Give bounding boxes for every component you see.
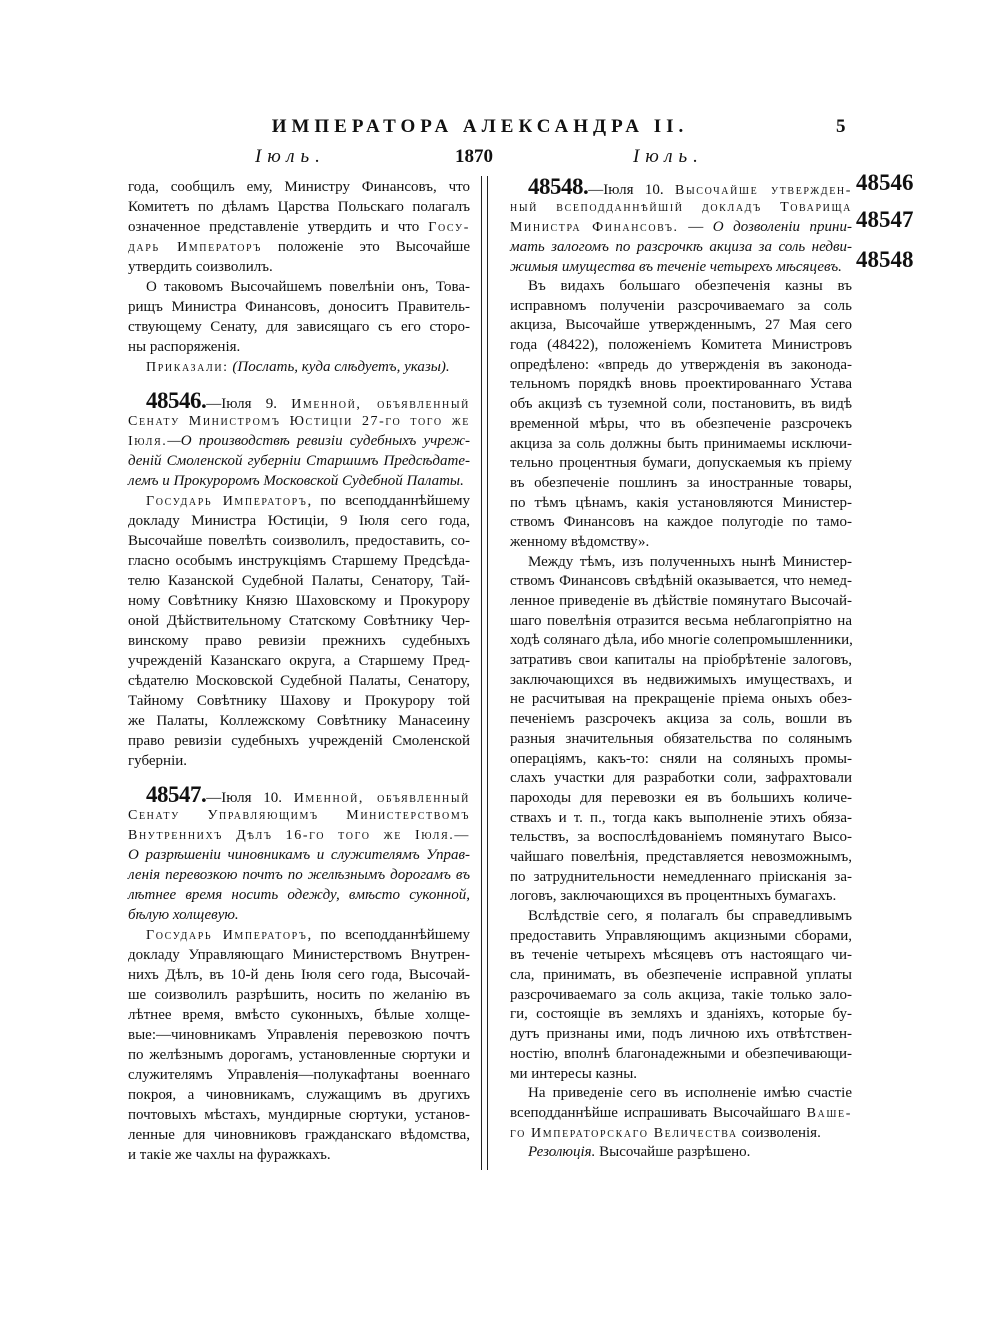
italic-text: О дозволеніи прини- — [712, 219, 852, 235]
text: — — [678, 219, 713, 235]
text: На приведеніе сего въ исполненіе имѣю счастіе — [528, 1085, 852, 1102]
paragraph — [510, 277, 852, 553]
text-line — [128, 388, 470, 413]
text: тельномъ порядкѣ вновь проектированнаго Устава — [510, 376, 852, 393]
text: печеніемъ разсрочекъ акциза за соль, вошли въ — [510, 711, 852, 728]
text-line — [128, 925, 470, 945]
spaced-text: Сенату Управляющимъ Министерствомъ — [128, 808, 470, 823]
text: дутъ признаны ими, подъ личною ихъ отвѣтствен- — [510, 1026, 852, 1043]
text: предоставить Управляющимъ акцизными сборами, — [510, 927, 852, 944]
text-line — [510, 828, 852, 848]
text: логовъ, заключающихся въ процентныхъ бумагахъ. — [510, 888, 837, 905]
spaced-text: дарь Императоръ — [128, 240, 262, 255]
paragraph — [510, 1084, 852, 1143]
spaced-text: го Императорскаго Величества — [510, 1125, 738, 1141]
text-line — [128, 257, 470, 277]
text-line — [128, 551, 470, 571]
text-line — [510, 533, 852, 553]
spaced-text: Сенату Министромъ Юстиціи 27-го того же — [128, 414, 470, 429]
text: оной Дѣйствительному Статскому Совѣтнику Чер- — [128, 613, 470, 629]
text-line — [128, 511, 470, 531]
text-line — [128, 782, 470, 807]
text-line — [510, 572, 852, 592]
text: Тайному Совѣтнику Шахову и Прокурору той — [128, 693, 470, 709]
italic-text: лѣтнее время носить одежду, вмѣсто суконной, — [128, 887, 470, 903]
text: винскому право ревизіи прежнихъ судебныхъ — [128, 633, 470, 649]
text: вые:—чиновникамъ Управленія перевозкою почтъ — [128, 1027, 470, 1043]
text-line — [510, 454, 852, 474]
month-right: Іюль. — [633, 146, 704, 167]
column-divider — [487, 176, 488, 1170]
text-line — [128, 611, 470, 631]
text-line — [128, 1105, 470, 1125]
text-line — [510, 730, 852, 750]
spaced-text: Приказали: — [146, 360, 229, 375]
text: разсрочиваемаго за соль акциза, такіе только зало- — [510, 986, 852, 1003]
text: почтовыхъ мѣстахъ, мундирные сюртуки, установ- — [128, 1107, 470, 1123]
text-line — [510, 375, 852, 395]
text: рищъ Министра Финансовъ, доноситъ Правитель- — [128, 299, 470, 315]
spaced-text: Именной, объявленный — [291, 397, 470, 412]
text-line — [510, 277, 852, 297]
paragraph — [510, 907, 852, 1084]
text-line — [510, 592, 852, 612]
text-line — [128, 317, 470, 337]
text-line — [510, 631, 852, 651]
text-line — [510, 671, 852, 691]
text: разныя значительныя обязательства по солянымъ — [510, 730, 852, 747]
text-line — [510, 789, 852, 809]
text: ны распоряженія. — [128, 339, 241, 355]
text-line — [510, 415, 852, 435]
text: временной мѣры, что въ обезпеченіе разсрочекъ — [510, 415, 852, 432]
text-line — [510, 809, 852, 829]
text: акциза, Высочайше утвержденнымъ, 27 Мая сего — [510, 317, 852, 334]
entry-number: 48548. — [528, 174, 589, 199]
text: , по всеподданнѣйшему — [307, 927, 471, 943]
text-line — [128, 1085, 470, 1105]
text-line — [510, 197, 852, 217]
text: служителямъ Управленія—полукафтаны военнаго — [128, 1067, 470, 1083]
text: женному вѣдомству». — [510, 533, 650, 550]
text: ходѣ солянаго дѣла, ибо многіе солепромышленники, — [510, 632, 853, 649]
text-line — [510, 1143, 852, 1163]
text-line — [128, 1045, 470, 1065]
text: учрежденій Казанскаго округа, а Старшему Пред- — [128, 653, 470, 669]
italic-text: бѣлую холщевую. — [128, 907, 239, 923]
italic-text: ленія перевозкою почтъ по желѣзнымъ дорогамъ въ — [128, 867, 470, 883]
text: года (48422), положеніемъ Комитета Министровъ — [510, 337, 852, 354]
text-line — [128, 1125, 470, 1145]
page-number: 5 — [836, 116, 846, 137]
italic-text: О разрѣшеніи чиновникамъ и служителямъ Управ- — [128, 847, 470, 863]
text-line — [510, 395, 852, 415]
text: исправномъ полученіи разсрочиваемаго за соль — [510, 297, 852, 314]
text-line — [128, 277, 470, 297]
text: О таковомъ Высочайшемъ повелѣніи онъ, Това- — [146, 279, 470, 295]
text: Вслѣдствіе сего, я полагалъ бы справедливымъ — [528, 908, 852, 924]
text-line — [510, 174, 852, 199]
text-line — [128, 985, 470, 1005]
text-line — [510, 750, 852, 770]
entry-number: 48547. — [146, 782, 207, 807]
text: губерніи. — [128, 753, 188, 769]
text: по тѣмъ цѣнамъ, какія установляются Министер- — [510, 494, 852, 511]
text: по затруднительности немедленнаго пріисканія за- — [510, 868, 852, 885]
text: слахъ участки для разработки соли, зафрахтовали — [510, 770, 852, 787]
text-line — [128, 411, 470, 431]
italic-text: Резолюція. — [528, 1144, 596, 1161]
spaced-text: Министра Финансовъ. — [510, 220, 679, 235]
text-line — [128, 691, 470, 711]
text-line — [510, 257, 852, 277]
italic-text: мать залогомъ по разсрочкѣ акциза за соль недви- — [510, 239, 852, 255]
spaced-text: Іюля. — [128, 434, 168, 449]
spaced-text: Ваше- — [806, 1105, 852, 1121]
year: 1870 — [455, 146, 493, 167]
text-line — [128, 591, 470, 611]
text: право ревизіи судебныхъ учрежденій Смоленской — [128, 733, 470, 749]
text: затративъ свои капиталы на пріобрѣтеніе залоговъ, — [510, 652, 852, 669]
text: ленное приведеніе въ дѣйствіе помянутаго Высочай- — [510, 593, 852, 609]
text: въ обезпеченіе пошлинъ за иностранные товары, — [510, 474, 852, 491]
text: ги, состоящіе въ земляхъ и зданіяхъ, которые бу- — [510, 1006, 852, 1023]
text-line — [128, 711, 470, 731]
text-line — [128, 531, 470, 551]
text: —Іюля 10. — [588, 182, 676, 198]
text: ленные для чиновниковъ гражданскаго вѣдомства, — [128, 1127, 470, 1143]
text: ствующему Сенату, для зависящаго съ его сторо- — [128, 319, 470, 335]
text-line — [128, 805, 470, 825]
text: —Іюля 10. — [206, 790, 294, 806]
spaced-text: Высочайше утвержден- — [675, 183, 852, 198]
text: телю Казанской Судебной Палаты, Сенатору, Тай- — [128, 573, 470, 589]
text-line — [510, 1084, 852, 1104]
text-line — [128, 1065, 470, 1085]
text: же Палаты, Коллежскому Совѣтнику Манасеину — [128, 713, 470, 729]
text: Высочайше повелѣть соизволилъ, предоставить, со- — [128, 533, 470, 549]
text-line — [510, 336, 852, 356]
text-line — [128, 451, 470, 471]
text: Въ видахъ большаго обезпеченія казны въ — [528, 278, 852, 294]
text-line — [510, 1104, 852, 1124]
text-line — [128, 865, 470, 885]
text-line — [510, 217, 852, 237]
text-line — [510, 1124, 852, 1144]
margin-number: 48548 — [856, 247, 914, 272]
running-title: ИМПЕРАТОРА АЛЕКСАНДРА II. — [271, 116, 689, 137]
text: опредѣлено: «впредь до утвержденія въ законода- — [510, 356, 852, 373]
text-line — [510, 494, 852, 514]
text: соизволенія. — [737, 1124, 821, 1141]
paragraph — [128, 491, 470, 771]
text: ностію, вполнѣ благонадежными и обезпечивающи- — [510, 1045, 852, 1062]
text-line — [128, 571, 470, 591]
text: ше соизволилъ разрѣшить, носить по желанію въ — [128, 987, 470, 1003]
paragraph — [510, 553, 852, 907]
text-line — [128, 1005, 470, 1025]
text-line — [128, 651, 470, 671]
text: заключающихся въ недвижимыхъ имуществахъ, и — [510, 671, 852, 688]
spaced-text: Государь Императоръ — [146, 928, 308, 943]
text-line — [510, 690, 852, 710]
text: ми интересы казны. — [510, 1065, 638, 1082]
text-line — [510, 868, 852, 888]
spaced-text: Государь Императоръ — [146, 494, 308, 509]
text: Комитетъ по дѣламъ Царства Польскаго полагалъ — [128, 199, 470, 215]
paragraph — [128, 277, 470, 357]
italic-text: деній Смоленской губерніи Старшимъ Предсѣдате- — [128, 453, 470, 469]
entry-heading — [128, 388, 470, 491]
text-line — [128, 885, 470, 905]
text: шаго повелѣнія отразится весьма неблагопріятно на — [510, 612, 852, 629]
text-line — [128, 945, 470, 965]
text-line — [128, 751, 470, 771]
text-line — [510, 1045, 852, 1065]
text: Между тѣмъ, изъ полученныхъ нынѣ Министер- — [528, 553, 852, 570]
text-line — [510, 966, 852, 986]
text-line — [128, 237, 470, 257]
text-line — [510, 907, 852, 927]
text: означенное представленіе утвердить и что — [128, 219, 429, 235]
entry-number: 48546. — [146, 388, 207, 413]
right-column — [510, 174, 853, 1163]
text: въ теченіе четырехъ мѣсяцевъ отъ настоящаго чи- — [510, 947, 852, 964]
text-line — [510, 1065, 852, 1085]
text-line — [128, 471, 470, 491]
text: объ акцизѣ съ туземной соли, постановить, въ видѣ — [510, 396, 852, 413]
text-line — [128, 297, 470, 317]
text-line — [128, 1145, 470, 1165]
text: —Іюля 9. — [206, 396, 292, 412]
text-line — [128, 197, 470, 217]
text-line — [128, 905, 470, 925]
italic-text: —О производствѣ ревизіи судебныхъ учреж- — [167, 433, 470, 449]
text-line — [510, 435, 852, 455]
text-line — [510, 769, 852, 789]
spaced-text: Внутреннихъ Дѣлъ 16-го того же Іюля.— — [128, 828, 470, 843]
text-line — [128, 177, 470, 197]
text-line — [128, 431, 470, 451]
text-line — [510, 710, 852, 730]
text: акциза за соль должны быть принимаемы исключи- — [510, 435, 852, 452]
text-line — [510, 986, 852, 1006]
margin-number: 48546 — [856, 170, 914, 195]
text-line — [128, 845, 470, 865]
text: положеніе это Высочайше — [261, 239, 471, 255]
text: ствомъ Финансовъ на каждое полугодіе по тамо- — [510, 514, 852, 531]
text: , по всеподданнѣйшему — [307, 493, 471, 509]
text: тельствъ, за воспослѣдованіемъ помянутаго Высо- — [510, 829, 852, 846]
text: лѣтнее время, вмѣсто суконныхъ, бѣлые холще- — [128, 1007, 470, 1023]
text: сѣдателю Московской Судебной Палаты, Сенатору, — [128, 673, 470, 689]
entry-heading — [128, 782, 470, 925]
margin-number: 48547 — [856, 207, 914, 232]
text-line — [510, 848, 852, 868]
text: гласно особымъ инструкціямъ Старшему Предсѣда- — [128, 553, 470, 569]
text-line — [510, 474, 852, 494]
text-line — [510, 927, 852, 947]
text-line — [128, 731, 470, 751]
text-line — [510, 612, 852, 632]
text-line — [510, 651, 852, 671]
entry-heading — [510, 174, 852, 277]
text-line — [510, 297, 852, 317]
text: и такіе же чахлы на фуражкахъ. — [128, 1147, 331, 1163]
paragraph — [510, 1143, 852, 1163]
text-line — [128, 965, 470, 985]
text: сла, принимать, въ обезпеченіе исправной уплаты — [510, 967, 852, 984]
text: года, сообщилъ ему, Министру Финансовъ, что — [128, 179, 470, 195]
text-line — [128, 1025, 470, 1045]
text: по желѣзнымъ дорогамъ, установленные сюртуки и — [128, 1047, 470, 1063]
text: Высочайше разрѣшено. — [595, 1144, 751, 1161]
text: ствомъ Финансовъ свѣдѣній оказывается, что немед- — [510, 573, 852, 590]
italic-text: жимыя имущества въ теченіе четырехъ мѣсяцевъ. — [510, 259, 842, 275]
text: пароходы для перевозки ея въ большихъ количе- — [510, 789, 852, 806]
text-line — [510, 513, 852, 533]
left-column — [128, 177, 470, 1165]
spaced-text: Именной, объявленный — [293, 791, 470, 806]
text: докладу Управляющаго Министерствомъ Внутрен- — [128, 947, 470, 963]
paragraph — [128, 177, 470, 277]
text-line — [128, 357, 470, 377]
text-line — [510, 316, 852, 336]
month-left: Іюль. — [255, 146, 326, 167]
text-line — [128, 491, 470, 511]
text-line — [510, 946, 852, 966]
text: операціямъ, какъ-то: сняли на соляныхъ промы- — [510, 750, 852, 767]
text-line — [128, 631, 470, 651]
text: не расчитывая на прекращеніе пріема оныхъ обез- — [510, 691, 852, 708]
text-line — [128, 825, 470, 845]
text: докладу Министра Юстиціи, 9 Іюля сего года, — [128, 513, 470, 529]
text: чайшаго повелѣнія, представляется невозможнымъ, — [510, 848, 852, 865]
text-line — [128, 671, 470, 691]
paragraph — [128, 925, 470, 1165]
text-line — [510, 1005, 852, 1025]
spaced-text: Госу- — [428, 220, 470, 235]
paragraph — [128, 357, 470, 377]
spaced-text: ный всеподданнѣйшій докладъ Товарища — [510, 200, 852, 215]
text-line — [510, 237, 852, 257]
text: ному Совѣтнику Князю Шаховскому и Прокурору — [128, 593, 470, 609]
text: всеподданнѣйше испрашивать Высочайшаго — [510, 1104, 807, 1121]
text: утвердить соизволилъ. — [128, 259, 273, 275]
italic-text: лемъ и Прокуроромъ Московской Судебной Палаты. — [128, 473, 464, 489]
text: тельно процентныя бумаги, допускаемыя къ пріему — [510, 455, 852, 472]
text-line — [128, 217, 470, 237]
text: нихъ Дѣлъ, въ 10-й день Іюля сего года, Высочай- — [128, 967, 470, 983]
text-line — [510, 1025, 852, 1045]
text: ствахъ и т. п., тогда какъ выполненіе этихъ обяза- — [510, 809, 852, 826]
text-line — [510, 887, 852, 907]
italic-text: (Послать, куда слѣдуетъ, указы). — [228, 359, 450, 375]
text-line — [510, 356, 852, 376]
text-line — [128, 337, 470, 357]
text-line — [510, 553, 852, 573]
text: покроя, а чиновникамъ, служащимъ въ другихъ — [128, 1087, 470, 1103]
column-divider — [481, 176, 482, 1170]
